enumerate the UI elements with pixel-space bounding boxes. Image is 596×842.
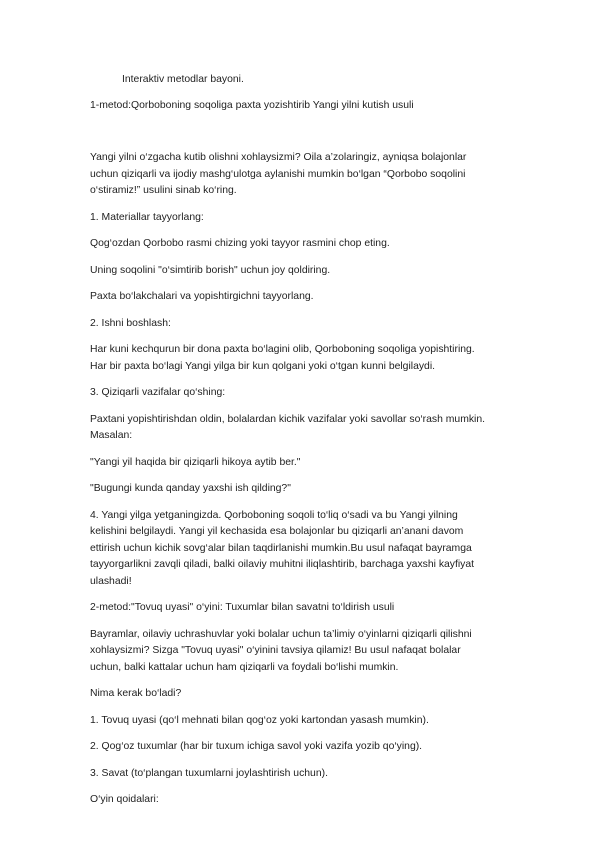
step2-heading: 2. Ishni boshlash: — [90, 317, 171, 329]
step1-item: Paxta bo‘lakchalari va yopishtirgichni tayyorlang. — [90, 291, 314, 302]
method2-intro: Bayramlar, oilaviy uchrashuvlar yoki bolalar uchun ta’limiy o‘yinlarni qiziqarli qilishni xohlaysizmi? Sizga "Tovuq uyasi" o‘yinini tavsiya qilamiz! Bu usul nafaqat bolalar uchun, balki kattalar uchun ham qiziqarli va foydali bo‘lishi mumkin. — [90, 628, 472, 673]
step3-paragraph: Paxtani yopishtirishdan oldin, bolalardan kichik vazifalar yoki savollar so‘rash mumkin. Masalan: — [90, 413, 486, 441]
blank-line — [90, 124, 491, 150]
step1-item: Qog‘ozdan Qorbobo rasmi chizing yoki tayyor rasmini chop eting. — [90, 238, 390, 249]
document-title: Interaktiv metodlar bayoni. — [122, 74, 244, 85]
intro-paragraph: Yangi yilni o‘zgacha kutib olishni xohlaysizmi? Oila a’zolaringiz, ayniqsa bolajonlar uchun qiziqarli va ijodiy mashg‘ulotga aylanishi mumkin bo‘lgan “Qorbobo soqolini o‘stiramiz!” usulini sinab ko‘ring. — [90, 152, 467, 196]
example-question: "Yangi yil haqida bir qiziqarli hikoya aytib ber." — [90, 456, 301, 468]
step4-paragraph: 4. Yangi yilga yetganingizda. Qorboboning soqoli to‘liq o‘sadi va bu Yangi yilning kelishini belgilaydi. Yangi yil kechasida esa bolajonlar bu qiziqarli an’anani davom ettirish uchun kichik sovg‘alar bilan taqdirlanishi mumkin.Bu usul nafaqat bayramga tayyorgarlikni zavqli qiladi, balki oilaviy muhitni iliqlashtirib, barchaga yaxshi kayfiyat ulashadi! — [90, 509, 475, 587]
step1-item: Uning soqolini "o‘simtirib borish" uchun joy qoldiring. — [90, 264, 331, 276]
step3-heading: 3. Qiziqarli vazifalar qo‘shing: — [90, 387, 226, 398]
example-question: "Bugungi kunda qanday yaxshi ish qilding?" — [90, 483, 291, 494]
method2-heading: 2-metod:"Tovuq uyasi" o‘yini: Tuxumlar bilan savatni to‘ldirish usuli — [90, 602, 395, 613]
needs-item: 3. Savat (to‘plangan tuxumlarni joylashtirish uchun). — [90, 767, 328, 779]
needs-item: 1. Tovuq uyasi (qo‘l mehnati bilan qog‘oz yoki kartondan yasash mumkin). — [90, 714, 429, 726]
needs-heading: Nima kerak bo‘ladi? — [90, 688, 182, 699]
rules-heading: O‘yin qoidalari: — [90, 794, 159, 805]
step2-paragraph: Har kuni kechqurun bir dona paxta bo‘lagini olib, Qorboboning soqoliga yopishtiring. Har bir paxta bo‘lagi Yangi yilga bir kun qolgani yoki o‘tgan kunni belgilaydi. — [90, 344, 475, 372]
needs-item: 2. Qog‘oz tuxumlar (har bir tuxum ichiga savol yoki vazifa yozib qo‘ying). — [90, 741, 423, 752]
step1-heading: 1. Materiallar tayyorlang: — [90, 211, 204, 223]
method1-heading: 1-metod:Qorboboning soqoliga paxta yozishtirib Yangi yilni kutish usuli — [90, 99, 414, 111]
